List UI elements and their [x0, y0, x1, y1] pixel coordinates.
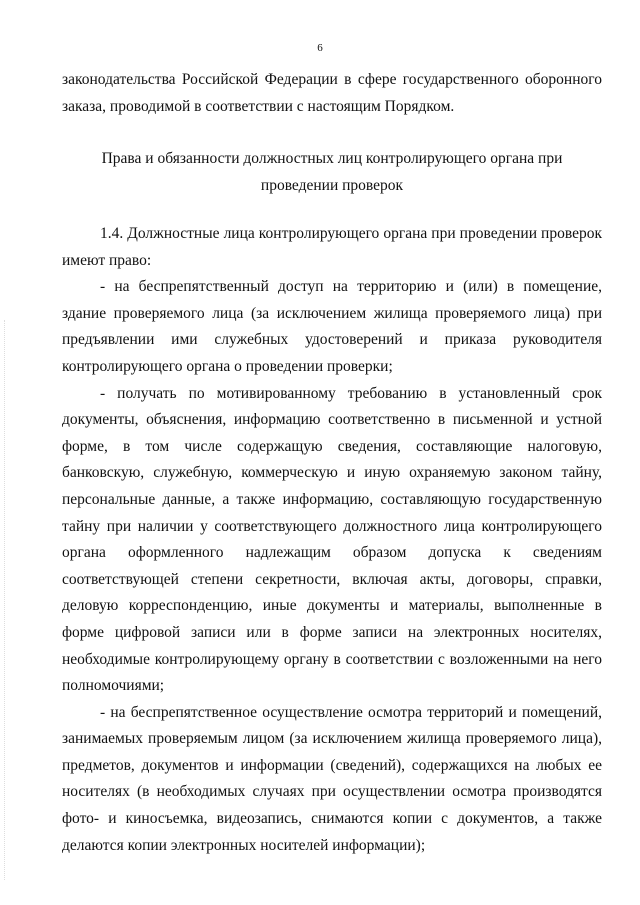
section-heading-line-2: проведении проверок [260, 177, 404, 194]
list-item-inspection: - на беспрепятственное осуществление осмотра территорий и помещений, занимаемых проверяемым лицом (за исключением жилища проверяемого лица), предметов, документов и информации (сведений), содержащихся на любых ее носителях (в необходимых случаях при осуществлении осмотра производятся фото- и киносъемка, видеозапись, снимаются копии с документов, а также делаются копии электронных носителей информации); [62, 703, 602, 854]
section-heading [62, 145, 602, 199]
continuation-paragraph [62, 67, 602, 120]
scan-edge-marks [4, 320, 7, 880]
section-heading-line-1: Права и обязанности должностных лиц контролирующего органа при [101, 150, 563, 167]
rights-section [62, 221, 602, 859]
page-number: 6 [317, 42, 323, 54]
paragraph-1-4: 1.4. Должностные лица контролирующего органа при проведении проверок имеют право: [62, 225, 602, 269]
continuation-text: законодательства Российской Федерации в сфере государственного оборонного заказа, проводимой в соответствии с настоящим Порядком. [62, 71, 602, 115]
list-item-access: - на беспрепятственный доступ на территорию и (или) в помещение, здание проверяемого лица (за исключением жилища проверяемого лица) при предъявлении ими служебных удостоверений и приказа руководителя контролирующего органа о проведении проверки; [62, 278, 602, 375]
list-item-documents: - получать по мотивированному требованию в установленный срок документы, объяснения, информацию соответственно в письменной и устной форме, в том числе содержащую сведения, составляющие налоговую, банковскую, служебную, коммерческую и иную охраняемую законом тайну, персональные данные, а также информацию, составляющую государственную тайну при наличии у соответствующего должностного лица контролирующего органа оформленного надлежащим образом допуска к сведениям соответствующей степени секретности, включая акты, договоры, справки, деловую корреспонденцию, иные документы и материалы, выполненные в форме цифровой записи или в форме записи на электронных носителях, необходимые контролирующему органу в соответствии с возложенными на него полномочиями; [62, 384, 602, 695]
